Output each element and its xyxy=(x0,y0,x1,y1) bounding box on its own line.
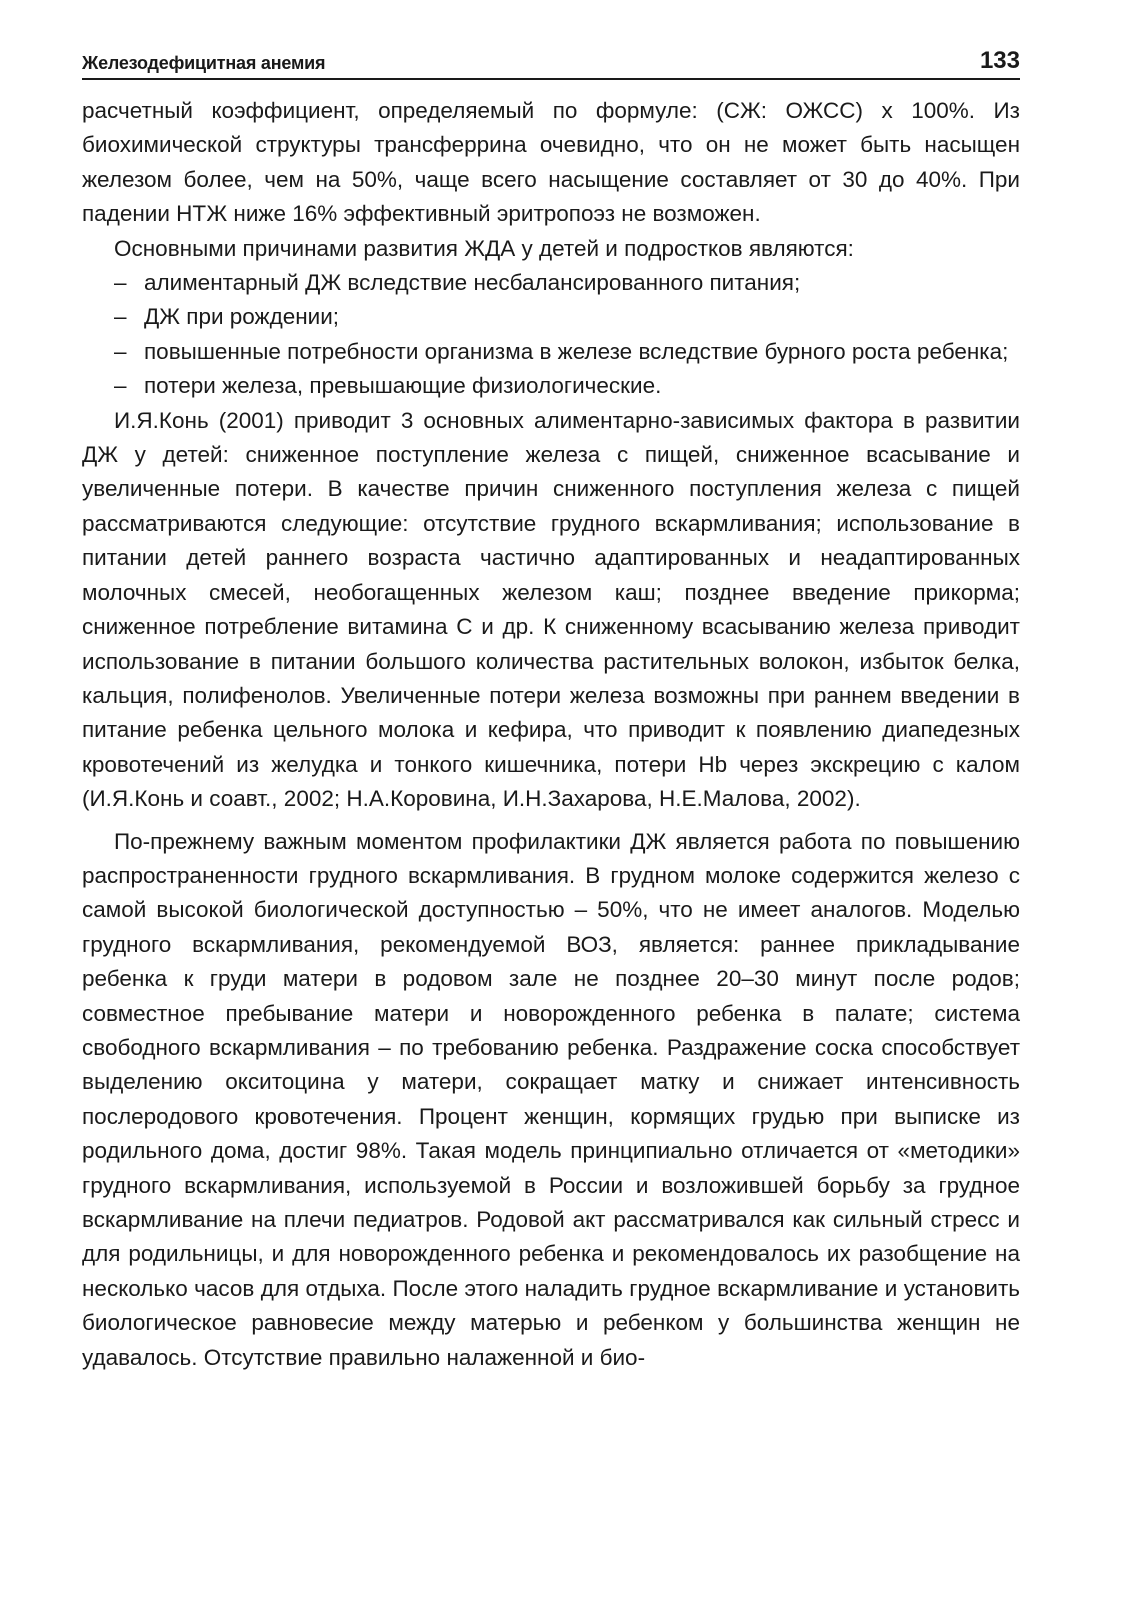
paragraph-3: И.Я.Конь (2001) приводит 3 основных алиментарно-зависимых фактора в развитии ДЖ у детей: сниженное поступление железа с пищей, сниженное всасывание и увеличенные потери. В качестве причин сниженного поступления железа с пищей рассматриваются следующие: отсутствие грудного вскармливания; использование в питании детей раннего возраста частично адаптированных и неадаптированных молочных смесей, необогащенных железом каш; позднее введение прикорма; сниженное потребление витамина С и др. К сниженному всасыванию железа приводит использование в питании большого количества растительных волокон, избыток белка, кальция, полифенолов. Увеличенные потери железа возможны при раннем введении в питание ребенка цельного молока и кефира, что приводит к появлению диапедезных кровотечений из желудка и тонкого кишечника, потери Hb через экскрецию с калом (И.Я.Конь и соавт., 2002; Н.А.Коровина, И.Н.Захарова, Н.Е.Малова, 2002). xyxy=(82,407,1020,812)
paragraph-4: По-прежнему важным моментом профилактики ДЖ является работа по повышению распространенности грудного вскармливания. В грудном молоке содержится железо с самой высокой биологической доступностью – 50%, что не имеет аналогов. Моделью грудного вскармливания, рекомендуемой ВОЗ, является: раннее прикладывание ребенка к груди матери в родовом зале не позднее 20–30 минут после родов; совместное пребывание матери и новорожденного ребенка в палате; система свободного вскармливания – по требованию ребенка. Раздражение соска способствует выделению окситоцина у матери, сокращает матку и снижает интенсивность послеродового кровотечения. Процент женщин, кормящих грудью при выписке из родильного дома, достиг 98%. Такая модель принципиально отличается от «методики» грудного вскармливания, используемой в России и возложившей борьбу за грудное вскармливание на плечи педиатров. Родовой акт рассматривался как сильный стресс и для родильницы, и для новорожденного ребенка и рекомендовалось их разобщение на несколько часов для отдыха. После этого наладить грудное вскармливание и установить биологическое равновесие между матерью и ребенком у большинства женщин не удавалось. Отсутствие правильно налаженной и био- xyxy=(82,828,1020,1370)
paragraph-1: расчетный коэффициент, определяемый по формуле: (СЖ: ОЖСС) х 100%. Из биохимической структуры трансферрина очевидно, что он не может быть насыщен железом более, чем на 50%, чаще всего насыщение составляет от 30 до 40%. При падении НТЖ ниже 16% эффективный эритропоэз не возможен. xyxy=(82,98,1020,227)
body-text xyxy=(82,94,1020,1375)
book-page xyxy=(82,40,1020,1375)
list-item: – потери железа, превышающие физиологические. xyxy=(82,369,1020,403)
running-header xyxy=(82,40,1020,80)
paragraph-2: Основными причинами развития ЖДА у детей и подростков являются: xyxy=(114,235,854,261)
causes-list xyxy=(82,266,1020,404)
list-item: – повышенные потребности организма в железе вследствие бурного роста ребенка; xyxy=(82,335,1020,369)
page-number: 133 xyxy=(979,47,1020,74)
list-item: – ДЖ при рождении; xyxy=(82,300,1020,334)
running-title: Железодефицитная анемия xyxy=(82,53,326,73)
list-item: – алиментарный ДЖ вследствие несбалансированного питания; xyxy=(82,266,1020,300)
